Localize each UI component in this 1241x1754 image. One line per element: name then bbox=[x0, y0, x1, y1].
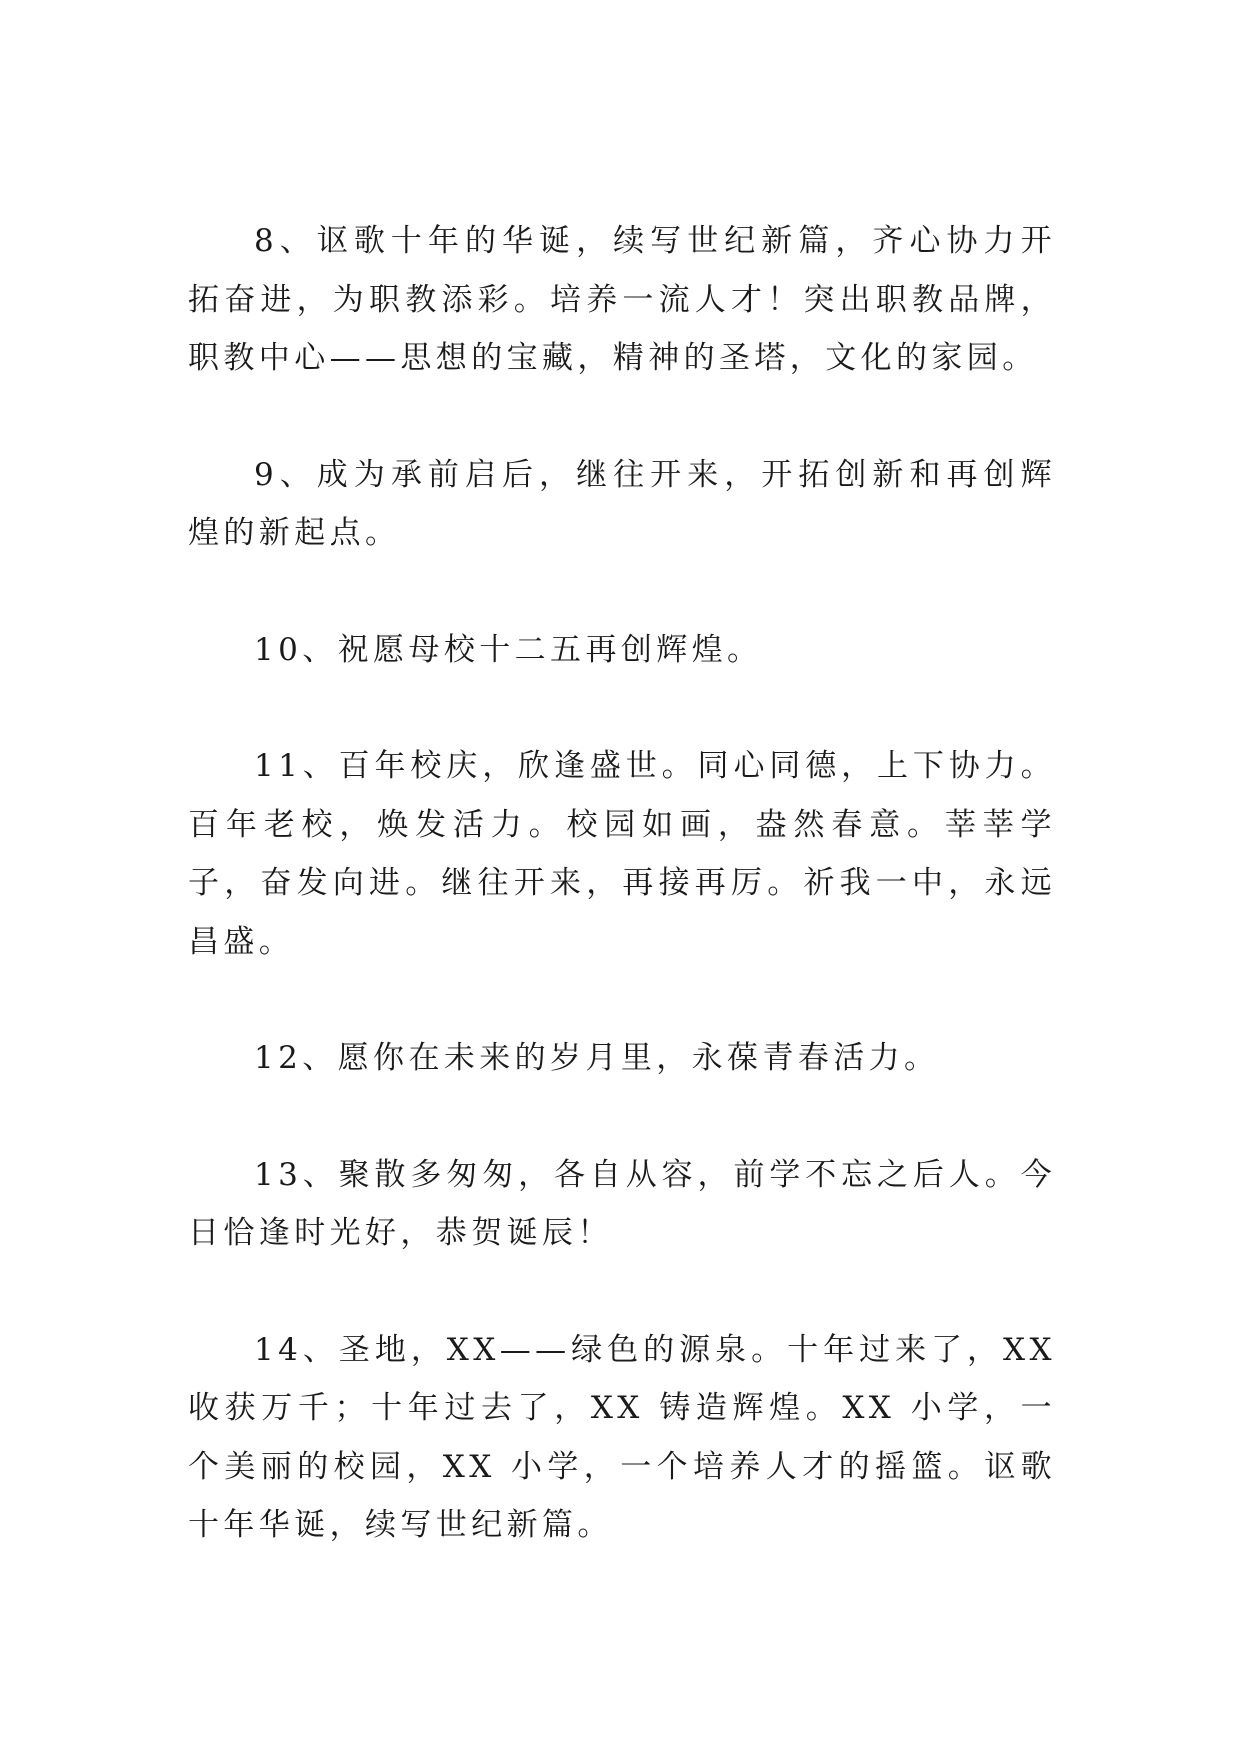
paragraph-9: 9、成为承前启后，继往开来，开拓创新和再创辉煌的新起点。 bbox=[188, 456, 1056, 551]
paragraph-12: 12、愿你在未来的岁月里，永葆青春活力。 bbox=[254, 1040, 940, 1076]
paragraph-10: 10、祝愿母校十二五再创辉煌。 bbox=[254, 631, 763, 668]
paragraph-14: 14、圣地，XX——绿色的源泉。十年过来了，XX 收获万千；十年过去了，XX 铸造辉煌。XX 小学，一个美丽的校园，XX 小学，一个培养人才的摇篮。讴歌十年华诞，续写世纪新篇。 bbox=[188, 1331, 1056, 1543]
document-body bbox=[188, 212, 1056, 1613]
paragraph-11: 11、百年校庆，欣逢盛世。同心同德，上下协力。百年老校，焕发活力。校园如画，盎然春意。莘莘学子，奋发向进。继往开来，再接再厉。祈我一中，永远昌盛。 bbox=[188, 748, 1056, 960]
paragraph-13: 13、聚散多匆匆，各自从容，前学不忘之后人。今日恰逢时光好，恭贺诞辰！ bbox=[188, 1156, 1056, 1251]
paragraph-8: 8、讴歌十年的华诞，续写世纪新篇，齐心协力开拓奋进，为职教添彩。培养一流人才！突出职教品牌，职教中心——思想的宝藏，精神的圣塔，文化的家园。 bbox=[188, 223, 1056, 376]
